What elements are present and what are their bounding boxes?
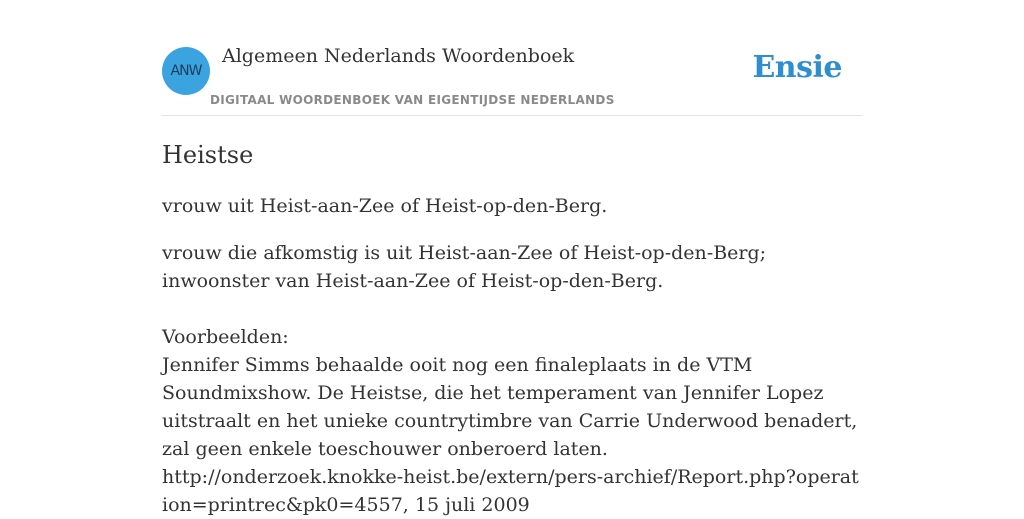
entry-headword: Heistse <box>162 141 254 169</box>
site-title[interactable]: Algemeen Nederlands Woordenboek <box>222 45 575 67</box>
entry-content <box>162 140 862 519</box>
ensie-brand-link[interactable]: Ensie <box>752 50 842 85</box>
example-text: Jennifer Simms behaalde ooit nog een finaleplaats in de VTM Soundmixshow. De Heistse, die het temperament van Jennifer Lopez uitstraalt en het unieke countrytimbre van Carrie Underwood benadert, zal geen enkele toeschouwer onberoerd laten. <box>162 354 858 460</box>
long-definition: vrouw die afkomstig is uit Heist-aan-Zee of Heist-op-den-Berg; inwoonster van Heist-aan-Zee of Heist-op-den-Berg. <box>162 242 767 292</box>
site-header <box>162 0 862 116</box>
examples-label: Voorbeelden: <box>162 326 289 348</box>
example-source: http://onderzoek.knokke-heist.be/extern/pers-archief/Report.php?operation=printrec&pk0=4557, 15 juli 2009 <box>162 466 859 516</box>
site-subtitle: DIGITAAL WOORDENBOEK VAN EIGENTIJDSE NEDERLANDS <box>210 93 615 107</box>
short-definition: vrouw uit Heist-aan-Zee of Heist-op-den-Berg. <box>162 195 608 217</box>
page <box>162 0 862 519</box>
anw-logo[interactable]: ANW <box>162 47 210 95</box>
